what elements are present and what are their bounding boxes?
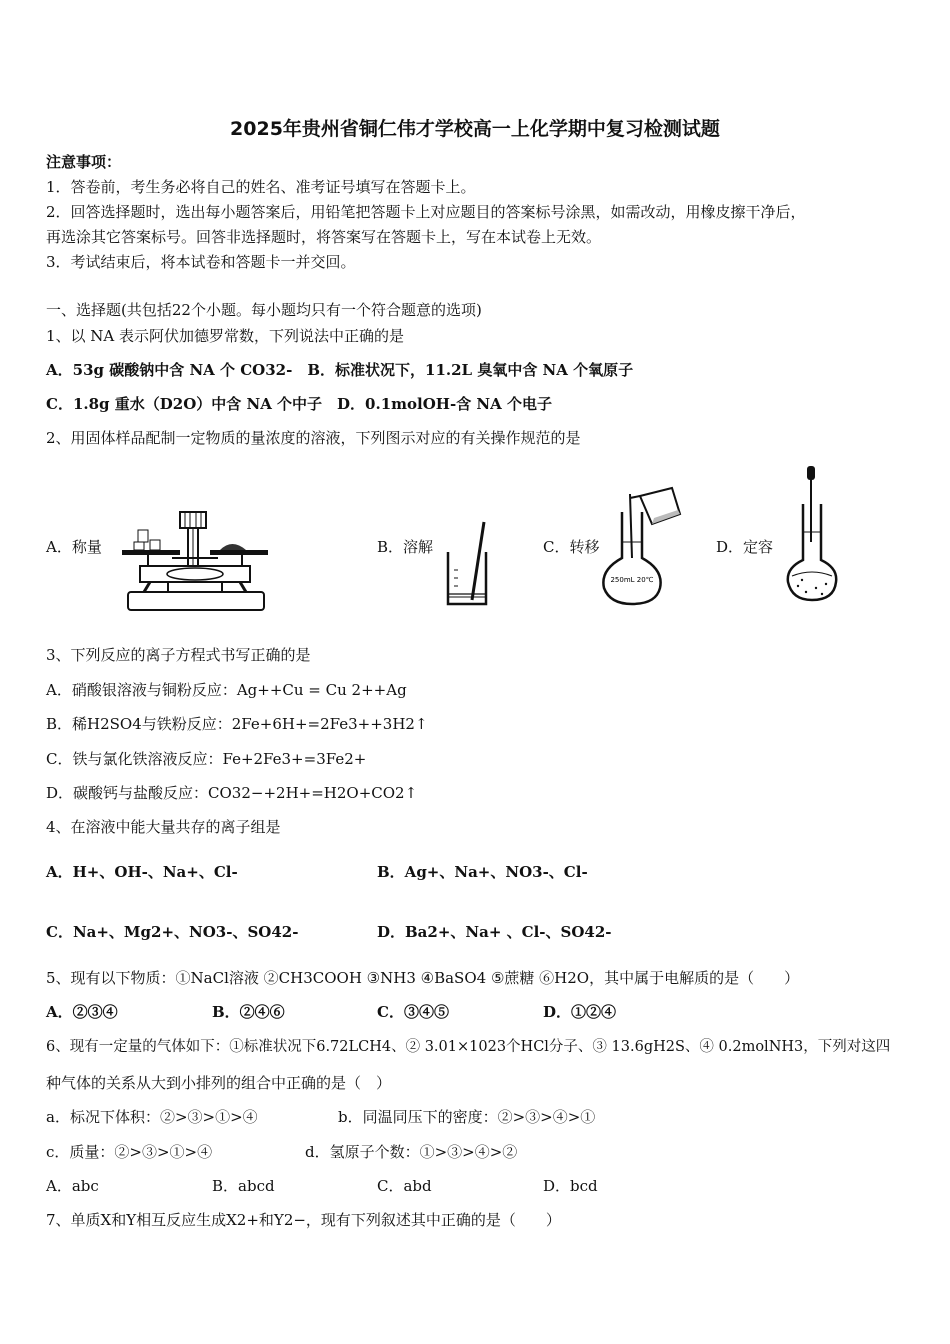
question-4-option-c: C．Na+、Mg2+、NO3-、SO42- (46, 923, 299, 941)
beaker-figure (444, 520, 490, 608)
question-6-statement-a: a．标况下体积：②>③>①>④ (46, 1108, 258, 1126)
option-a-label: A．称量 (46, 538, 102, 556)
notice-item: 1．答卷前，考生务必将自己的姓名、准考证号填写在答题卡上。 (46, 178, 476, 196)
notice-heading: 注意事项： (46, 153, 122, 171)
section-heading: 一、选择题(共包括22个小题。每小题均只有一个符合题意的选项) (46, 301, 482, 319)
question-6-option-a: A．abc (46, 1177, 99, 1195)
page-title: 2025年贵州省铜仁伟才学校高一上化学期中复习检测试题 (230, 118, 720, 140)
transfer-flask-figure (596, 484, 684, 608)
question-3-stem: 3、下列反应的离子方程式书写正确的是 (46, 646, 311, 664)
question-3-option-b: B．稀H2SO4与铁粉反应：2Fe+6H+=2Fe3++3H2↑ (46, 715, 428, 733)
notice-item: 3．考试结束后，将本试卷和答题卡一并交回。 (46, 253, 356, 271)
question-6-option-c: C．abd (377, 1177, 432, 1195)
question-5-option-c: C．③④⑤ (377, 1003, 449, 1021)
question-3-option-d: D．碳酸钙与盐酸反应：CO32−+2H+=H2O+CO2↑ (46, 784, 418, 802)
question-3-option-a: A．硝酸银溶液与铜粉反应：Ag++Cu = Cu 2++Ag (46, 681, 407, 699)
question-6-option-b: B．abcd (212, 1177, 275, 1195)
option-b-label: B．溶解 (377, 538, 434, 556)
question-4-option-a: A．H+、OH-、Na+、Cl- (46, 863, 238, 881)
question-5-option-a: A．②③④ (46, 1003, 118, 1021)
question-5-option-b: B．②④⑥ (212, 1003, 285, 1021)
question-6-statement-b: b．同温同压下的密度：②>③>④>① (338, 1108, 596, 1126)
question-5-stem: 5、现有以下物质：①NaCl溶液 ②CH3COOH ③NH3 ④BaSO4 ⑤蔗糖 ⑥H2O，其中属于电解质的是（ ） (46, 969, 800, 987)
question-3-option-c: C．铁与氯化铁溶液反应：Fe+2Fe3+=3Fe2+ (46, 750, 367, 768)
question-7-stem: 7、单质X和Y相互反应生成X2+和Y2−，现有下列叙述其中正确的是（ ） (46, 1211, 561, 1229)
balance-scale-figure (120, 508, 270, 614)
question-1-stem: 1、以 NA 表示阿伏加德罗常数，下列说法中正确的是 (46, 327, 405, 345)
question-6-statement-c: c．质量：②>③>①>④ (46, 1143, 213, 1161)
option-d-label: D．定容 (716, 538, 774, 556)
question-6-stem-line2: 种气体的关系从大到小排列的组合中正确的是（ ） (46, 1074, 392, 1092)
question-6-statement-d: d．氢原子个数：①>③>④>② (305, 1143, 518, 1161)
notice-item: 再选涂其它答案标号。回答非选择题时，将答案写在答题卡上，写在本试卷上无效。 (46, 228, 602, 246)
question-4-option-d: D．Ba2+、Na+ 、Cl-、SO42- (377, 923, 612, 941)
notice-item: 2．回答选择题时，选出每小题答案后，用铅笔把答题卡上对应题目的答案标号涂黑，如需改动，用橡皮擦干净后， (46, 203, 806, 221)
question-4-option-b: B．Ag+、Na+、NO3-、Cl- (377, 863, 588, 881)
volumetric-flask-dropper-figure (782, 462, 842, 606)
question-5-option-d: D．①②④ (543, 1003, 617, 1021)
question-1-options-cd: C．1.8g 重水（D2O）中含 NA 个中子 D．0.1molOH-含 NA 个电子 (46, 395, 552, 413)
question-2-stem: 2、用固体样品配制一定物质的量浓度的溶液，下列图示对应的有关操作规范的是 (46, 429, 581, 447)
question-6-stem-line1: 6、现有一定量的气体如下：①标准状况下6.72LCH4、② 3.01×1023个HCl分子、③ 13.6gH2S、④ 0.2molNH3，下列对这四 (46, 1039, 891, 1055)
flask-volume-label: 250mL 20℃ (610, 576, 654, 584)
question-4-stem: 4、在溶液中能大量共存的离子组是 (46, 818, 281, 836)
question-1-options-ab: A．53g 碳酸钠中含 NA 个 CO32- B．标准状况下，11.2L 臭氧中含 NA 个氧原子 (46, 361, 634, 379)
question-6-option-d: D．bcd (543, 1177, 598, 1195)
option-c-label: C．转移 (543, 538, 600, 556)
